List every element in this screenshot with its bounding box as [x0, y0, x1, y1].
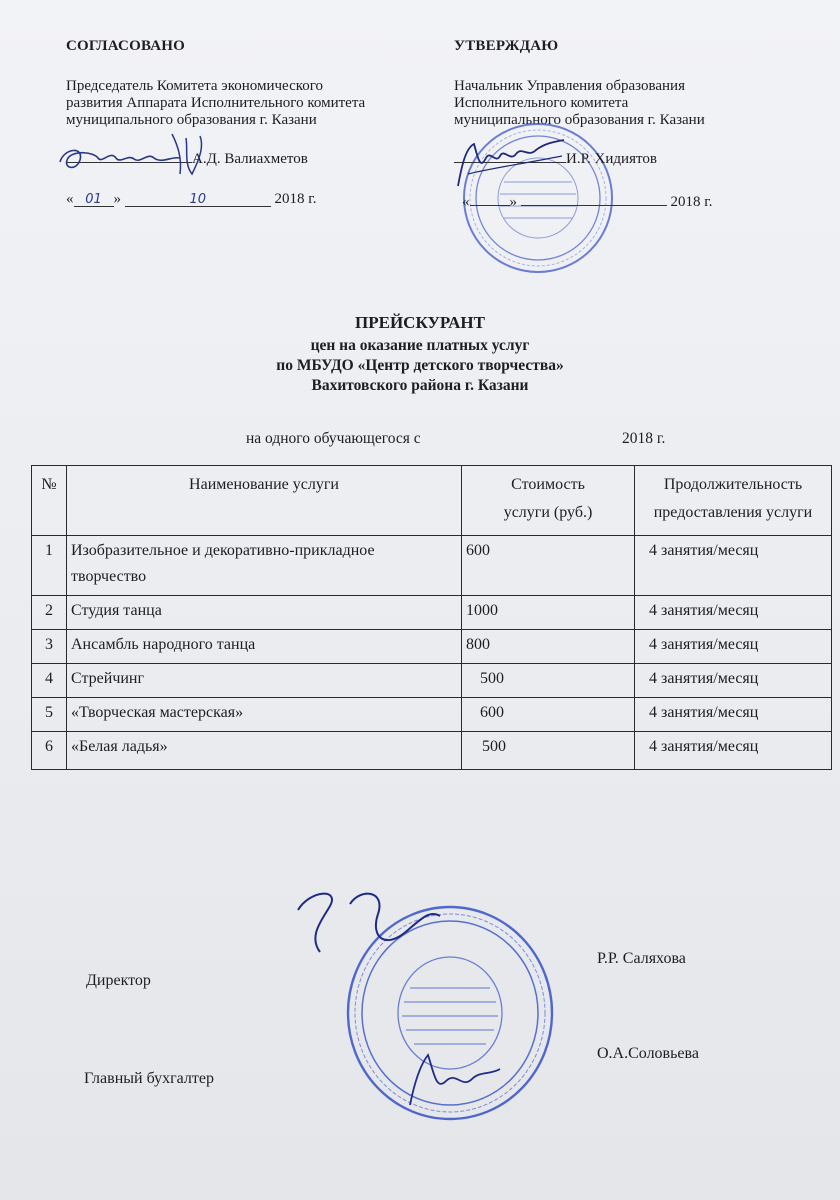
table-row — [32, 536, 832, 596]
header-duration: Продолжительность предоставления услуги — [635, 466, 832, 536]
approve-line-1: Начальник Управления образования — [454, 78, 685, 94]
row-duration: 4 занятия/месяц — [635, 698, 832, 732]
row-duration: 4 занятия/месяц — [635, 630, 832, 664]
row-service-name: Ансамбль народного танца — [67, 630, 462, 664]
subtitle-year: 2018 г. — [622, 430, 666, 447]
director-label: Директор — [86, 972, 151, 989]
row-price: 600 — [462, 698, 635, 732]
approve-date: « » 2018 г. — [462, 191, 712, 211]
approve-line-2: Исполнительного комитета — [454, 95, 629, 111]
row-price: 600 — [462, 536, 635, 596]
row-service-name: Изобразительное и декоративно-прикладное творчество — [67, 536, 462, 596]
director-name: Р.Р. Саляхова — [597, 950, 686, 967]
table-row — [32, 596, 832, 630]
agreed-line-3: муниципального образования г. Казани — [66, 112, 317, 128]
approve-signer-name: И.Р. Хидиятов — [566, 151, 657, 167]
row-duration: 4 занятия/месяц — [635, 536, 832, 596]
row-number: 4 — [32, 664, 67, 698]
header-service-name: Наименование услуги — [67, 466, 462, 536]
agreed-line-1: Председатель Комитета экономического — [66, 78, 324, 94]
agreed-handwritten-signature — [54, 128, 224, 178]
title-line-4: Вахитовского района г. Казани — [311, 377, 529, 394]
row-number: 5 — [32, 698, 67, 732]
header-price: Стоимость услуги (руб.) — [462, 466, 635, 536]
agreed-line-2: развития Аппарата Исполнительного комитета — [66, 95, 366, 111]
row-price: 500 — [462, 664, 635, 698]
row-price: 500 — [462, 732, 635, 770]
approve-line-3: муниципального образования г. Казани — [454, 112, 705, 128]
row-duration: 4 занятия/месяц — [635, 664, 832, 698]
row-price: 1000 — [462, 596, 635, 630]
row-duration: 4 занятия/месяц — [635, 596, 832, 630]
agreed-date-year: 2018 г. — [274, 191, 317, 207]
accountant-name: О.А.Соловьева — [597, 1045, 699, 1062]
row-number: 2 — [32, 596, 67, 630]
header-number: № — [32, 466, 67, 536]
row-service-name: «Творческая мастерская» — [67, 698, 462, 732]
agreed-signer-name: А.Д. Валиахметов — [192, 151, 308, 167]
approve-handwritten-signature — [452, 134, 582, 194]
table-header-row — [32, 466, 832, 536]
title-line-3: по МБУДО «Центр детского творчества» — [276, 357, 564, 374]
director-handwritten-signature — [290, 880, 460, 970]
table-row — [32, 664, 832, 698]
accountant-label: Главный бухгалтер — [84, 1070, 214, 1087]
row-duration: 4 занятия/месяц — [635, 732, 832, 770]
row-service-name: Стрейчинг — [67, 664, 462, 698]
table-row — [32, 698, 832, 732]
row-number: 6 — [32, 732, 67, 770]
row-number: 1 — [32, 536, 67, 596]
row-price: 800 — [462, 630, 635, 664]
price-table — [31, 465, 832, 770]
approve-title: УТВЕРЖДАЮ — [454, 38, 559, 54]
approve-date-year: 2018 г. — [670, 194, 713, 210]
agreed-title: СОГЛАСОВАНО — [66, 38, 185, 54]
row-number: 3 — [32, 630, 67, 664]
document-title: ПРЕЙСКУРАНТ — [355, 313, 485, 332]
agreed-date-month: 10 — [125, 192, 271, 207]
table-row — [32, 630, 832, 664]
row-service-name: «Белая ладья» — [67, 732, 462, 770]
accountant-handwritten-signature — [400, 1045, 510, 1115]
title-line-2: цен на оказание платных услуг — [310, 337, 530, 354]
row-service-name: Студия танца — [67, 596, 462, 630]
table-row — [32, 732, 832, 770]
agreed-date: « 01 » 10 2018 г. — [66, 191, 317, 207]
subtitle-per-student: на одного обучающегося с — [246, 430, 421, 447]
agreed-date-day: 01 — [74, 192, 114, 207]
